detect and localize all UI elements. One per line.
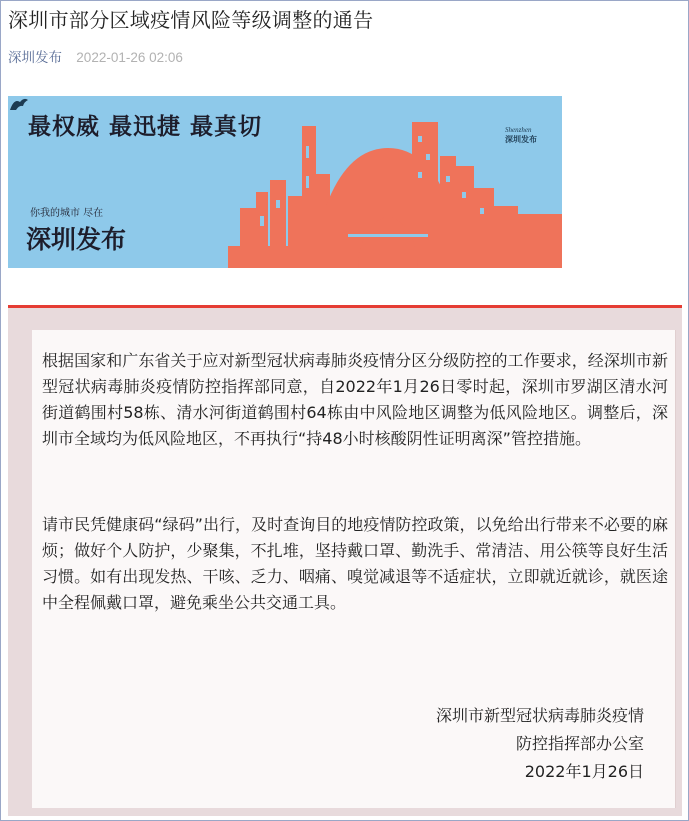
logo-english-text: Shenzhen — [505, 126, 532, 134]
banner-slogan: 最权威 最迅捷 最真切 — [28, 113, 263, 140]
article-title: 深圳市部分区域疫情风险等级调整的通告 — [8, 8, 374, 32]
source-link[interactable]: 深圳发布 — [8, 50, 62, 66]
notice-paragraph-2: 请市民凭健康码“绿码”出行，及时查询目的地疫情防控政策，以免给出行带来不必要的麻烦；做好个人防护，少聚集，不扎堆，坚持戴口罩、勤洗手、常清洁、用公筷等良好生活习惯。如有出现发热、干咳、乏力、咽痛、嗅觉减退等不适症状，立即就近就诊，就医途中全程佩戴口罩，避免乘坐公共交通工具。 — [42, 515, 668, 612]
signature-date: 2022年1月26日 — [524, 762, 644, 781]
shenzhen-logo-icon — [8, 96, 30, 114]
notice-paragraph-1: 根据国家和广东省关于应对新型冠状病毒肺炎疫情分区分级防控的工作要求，经深圳市新型冠状病毒肺炎疫情防控指挥部同意，自2022年1月26日零时起，深圳市罗湖区清水河街道鹤围村58栋、清水河街道鹤围村64栋由中风险地区调整为低风险地区。调整后，深圳市全域均为低风险地区，不再执行“持48小时核酸阴性证明离深”管控措施。 — [42, 351, 668, 448]
banner-image — [8, 96, 562, 268]
banner-brand: 深圳发布 — [26, 225, 127, 254]
signature-org-line-1: 深圳市新型冠状病毒肺炎疫情 — [435, 706, 644, 725]
article-meta — [8, 46, 183, 66]
banner-tagline: 你我的城市 尽在 — [30, 208, 104, 219]
signature-org-line-2: 防控指挥部办公室 — [515, 734, 644, 753]
publish-datetime: 2022-01-26 02:06 — [76, 50, 183, 65]
logo-chinese-text: 深圳发布 — [505, 134, 537, 144]
